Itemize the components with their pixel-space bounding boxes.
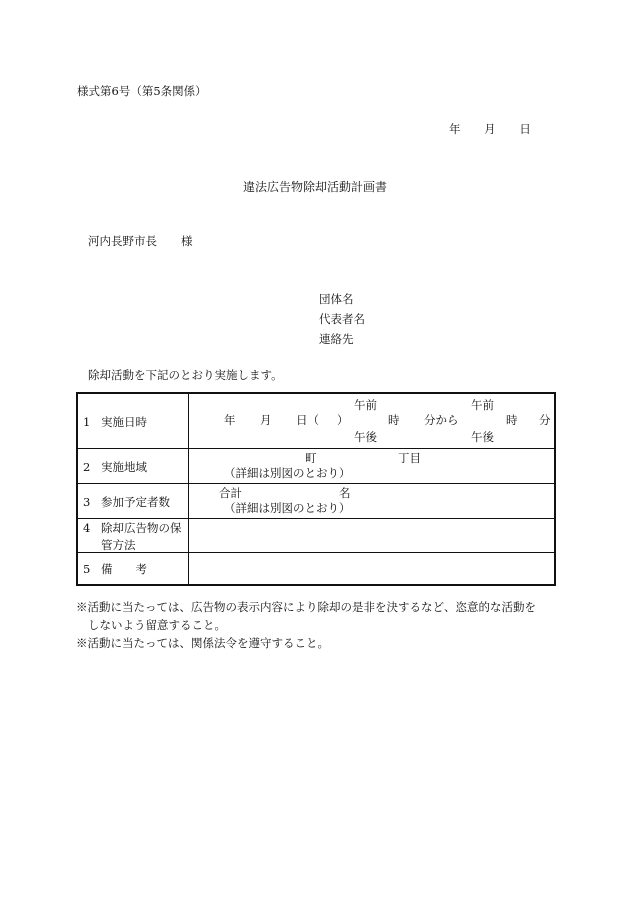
row-storage-method [78,519,554,553]
am-label-2: 午前 [471,398,494,412]
town-field: 町 [305,451,317,465]
plan-table [76,392,556,586]
row-remarks [78,553,554,584]
column-divider [188,394,189,448]
note-1-line-1: ※活動に当たっては、広告物の表示内容により除却の是非を決するなど、恣意的な活動を [76,600,536,614]
minute-field-2: 分 [539,413,551,427]
column-divider [188,484,189,518]
weekday-close: ） [337,413,349,427]
hour-field-1: 時 [388,413,400,427]
applicant-contact-label: 連絡先 [319,332,354,346]
row-number: 4 [83,521,91,535]
date-year: 年 [449,122,461,136]
row-label-text: 参加予定者数 [101,495,170,509]
persons-unit: 名 [339,486,351,500]
row-label-text: 備 考 [101,562,147,576]
row-label-remarks [83,561,147,578]
column-divider [188,553,189,584]
date-line [449,124,531,136]
addressee [88,236,193,248]
participants-detail-note: （詳細は別図のとおり） [224,501,351,515]
row-label-text-line1: 除却広告物の保 [101,521,182,535]
month-field: 月 [260,413,272,427]
row-number: 2 [83,460,91,474]
pm-label-2: 午後 [471,430,494,444]
applicant-block [319,294,365,354]
row-datetime [78,394,554,449]
note-1-line-2: しないよう留意すること。 [88,618,226,632]
row-label-participants [83,494,170,511]
row-label-text: 実施日時 [101,415,147,429]
form-number: 様式第6号（第5条関係） [77,84,207,98]
applicant-group-label: 団体名 [319,292,354,306]
total-label: 合計 [219,486,242,500]
row-participants [78,484,554,519]
am-label-1: 午前 [354,398,377,412]
row-label-storage [83,520,182,553]
notes [76,598,566,652]
hour-field-2: 時 [506,413,518,427]
document-title: 違法広告物除却活動計画書 [242,180,387,194]
area-detail-note: （詳細は別図のとおり） [224,466,351,480]
pm-label-1: 午後 [354,430,377,444]
minute-from-field: 分から [424,413,459,427]
addressee-honorific: 様 [181,234,193,248]
date-day: 日 [519,122,531,136]
intro-text: 除却活動を下記のとおり実施します。 [88,368,283,382]
chome-field: 丁目 [398,451,421,465]
addressee-name: 河内長野市長 [88,234,157,248]
row-number: 3 [83,495,91,509]
applicant-representative-label: 代表者名 [319,312,365,326]
row-area [78,449,554,484]
row-number: 5 [83,562,91,576]
note-2: ※活動に当たっては、関係法令を遵守すること。 [76,636,329,650]
day-field: 日（ [296,413,319,427]
row-label-area [83,459,147,476]
date-month: 月 [484,122,496,136]
row-label-datetime [83,414,147,431]
row-number: 1 [83,415,91,429]
row-label-text-line2: 管方法 [101,537,136,552]
year-field: 年 [224,413,236,427]
row-label-text: 実施地域 [101,460,147,474]
column-divider [188,519,189,552]
column-divider [188,449,189,483]
